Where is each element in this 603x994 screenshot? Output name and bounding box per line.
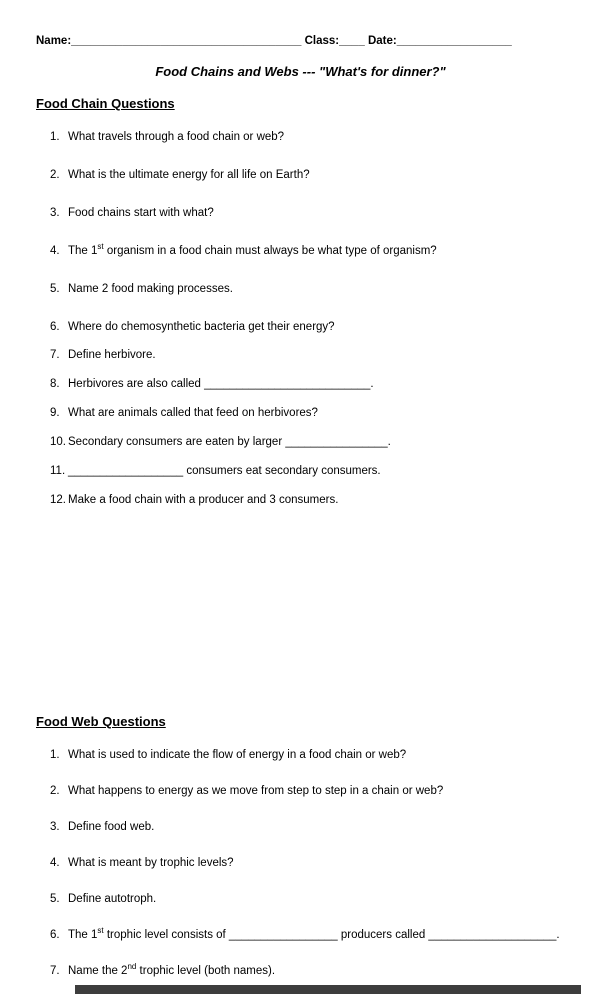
question-item	[50, 244, 565, 259]
food-chain-questions-list	[36, 130, 565, 508]
question-text: What is meant by trophic levels?	[68, 857, 234, 869]
question-number: 5.	[50, 893, 60, 905]
question-text: Name the 2nd trophic level (both names).	[68, 962, 276, 977]
worksheet-title: Food Chains and Webs --- "What's for dinner?"	[155, 64, 446, 79]
page-bottom-bar	[75, 985, 581, 994]
question-item	[50, 377, 565, 392]
question-item	[50, 856, 565, 871]
question-item	[50, 493, 565, 508]
name-blank-line: ____________________________________	[71, 35, 302, 47]
question-number: 2.	[50, 169, 60, 181]
class-label: Class:	[304, 35, 340, 47]
class-blank-line: ____	[339, 35, 365, 47]
question-number: 1.	[50, 749, 60, 761]
food-web-section-heading: Food Web Questions	[36, 714, 166, 729]
question-number: 6.	[50, 929, 60, 941]
question-text: What happens to energy as we move from step to step in a chain or web?	[68, 785, 444, 797]
blank-work-space	[36, 522, 565, 698]
question-text: What travels through a food chain or web?	[68, 131, 285, 143]
question-text: What is used to indicate the flow of energy in a food chain or web?	[68, 749, 407, 761]
question-item	[50, 964, 565, 979]
question-number: 3.	[50, 207, 60, 219]
question-number: 9.	[50, 407, 60, 419]
question-item	[50, 928, 565, 943]
question-text: The 1st trophic level consists of _________________ producers called ____________________.	[68, 926, 560, 941]
date-label: Date:	[367, 35, 397, 47]
question-text: Define herbivore.	[68, 349, 156, 361]
food-web-questions-list	[36, 748, 565, 979]
question-text: What is the ultimate energy for all life on Earth?	[68, 169, 310, 181]
food-chain-section-heading: Food Chain Questions	[36, 96, 175, 111]
question-item	[50, 320, 565, 335]
question-number: 4.	[50, 245, 60, 257]
question-item	[50, 348, 565, 363]
ordinal-superscript: st	[97, 926, 104, 936]
question-text: __________________ consumers eat secondary consumers.	[68, 465, 381, 477]
question-item	[50, 406, 565, 421]
question-text: Name 2 food making processes.	[68, 283, 233, 295]
question-text: Where do chemosynthetic bacteria get their energy?	[68, 321, 335, 333]
question-number: 6.	[50, 321, 60, 333]
question-number: 7.	[50, 965, 60, 977]
question-text: Make a food chain with a producer and 3 consumers.	[68, 494, 339, 506]
question-item	[50, 206, 565, 221]
question-text: Define food web.	[68, 821, 155, 833]
question-item	[50, 130, 565, 145]
question-item	[50, 784, 565, 799]
question-item	[50, 282, 565, 297]
ordinal-superscript: nd	[127, 962, 137, 972]
question-text: The 1st organism in a food chain must always be what type of organism?	[68, 242, 437, 257]
question-text: Define autotroph.	[68, 893, 157, 905]
question-item	[50, 168, 565, 183]
question-text: Secondary consumers are eaten by larger ________________.	[68, 436, 391, 448]
question-number: 8.	[50, 378, 60, 390]
question-item	[50, 820, 565, 835]
question-item	[50, 464, 565, 479]
question-text: Food chains start with what?	[68, 207, 214, 219]
date-blank-line: __________________	[396, 35, 512, 47]
question-number: 4.	[50, 857, 60, 869]
question-item	[50, 892, 565, 907]
question-number: 3.	[50, 821, 60, 833]
question-number: 11.	[50, 465, 66, 477]
question-text: Herbivores are also called __________________________.	[68, 378, 374, 390]
question-item	[50, 748, 565, 763]
ordinal-superscript: st	[97, 242, 104, 252]
question-number: 10.	[50, 436, 66, 448]
question-number: 7.	[50, 349, 60, 361]
question-item	[50, 435, 565, 450]
question-number: 12.	[50, 494, 66, 506]
question-number: 1.	[50, 131, 60, 143]
question-number: 2.	[50, 785, 60, 797]
name-label: Name:	[36, 35, 72, 47]
question-text: What are animals called that feed on herbivores?	[68, 407, 318, 419]
question-number: 5.	[50, 283, 60, 295]
name-class-date-line	[36, 34, 565, 48]
